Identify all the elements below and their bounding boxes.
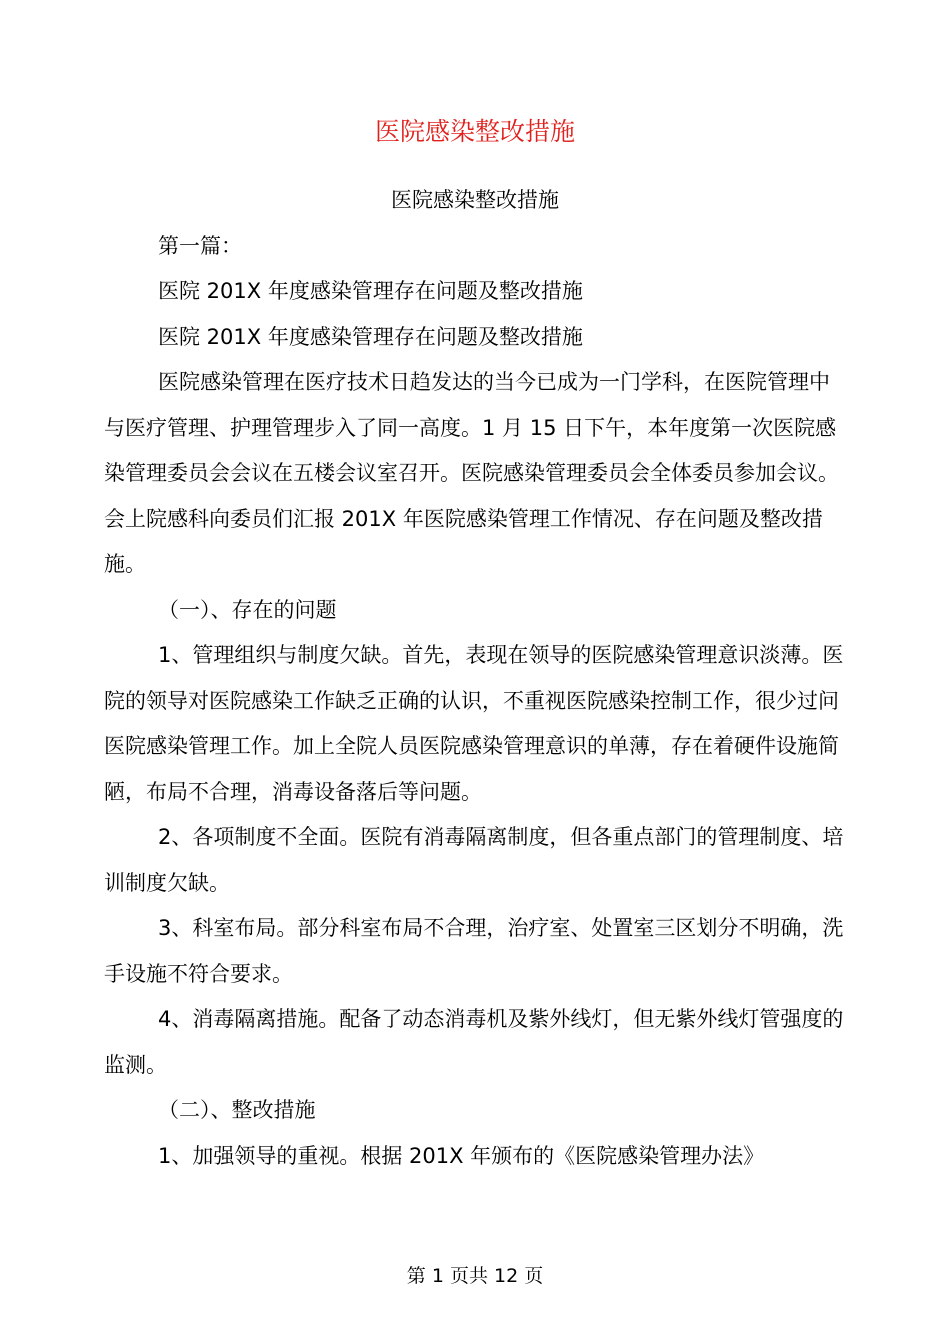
page-number: 第 1 页共 12 页 — [406, 1265, 544, 1287]
measure-item: 1、加强领导的重视。根据 201X 年颁布的《医院感染管理办法》 — [158, 1143, 765, 1168]
report-title-line: 医院 201X 年度感染管理存在问题及整改措施 — [158, 324, 583, 349]
section-heading-measures: （二）、整改措施 — [158, 1098, 316, 1122]
problem-item: 2、各项制度不全面。医院有消毒隔离制度，但各重点部门的管理制度、培训制度欠缺。 — [104, 825, 844, 895]
problem-item: 3、科室布局。部分科室布局不合理，治疗室、处置室三区划分不明确，洗手设施不符合要求。 — [104, 916, 844, 986]
report-title-line: 医院 201X 年度感染管理存在问题及整改措施 — [158, 279, 583, 303]
problem-item: 4、消毒隔离措施。配备了动态消毒机及紫外线灯，但无紫外线灯管强度的监测。 — [104, 1007, 844, 1077]
document-title: 医院感染整改措施 — [374, 117, 575, 146]
intro-paragraph: 医院感染管理在医疗技术日趋发达的当今已成为一门学科，在医院管理中与医疗管理、护理管理步入了同一高度。1 月 15 日下午，本年度第一次医院感染管理委员会会议在五楼会议室召开。医院感染管理委员会全体委员参加会议。会上院感科向委员们汇报 201X 年医院感染管理工作情况、存在问题及整改措施。 — [104, 370, 839, 576]
section-heading-part-one: 第一篇： — [158, 233, 242, 258]
document-subtitle: 医院感染整改措施 — [391, 188, 559, 212]
problem-item: 1、管理组织与制度欠缺。首先，表现在领导的医院感染管理意识淡薄。医院的领导对医院感染工作缺乏正确的认识，不重视医院感染控制工作，很少过问医院感染管理工作。加上全院人员医院感染管理意识的单薄，存在着硬件设施简陋，布局不合理，消毒设备落后等问题。 — [104, 643, 844, 804]
document-body — [104, 178, 846, 1179]
section-heading-problems: （一）、存在的问题 — [158, 597, 337, 622]
